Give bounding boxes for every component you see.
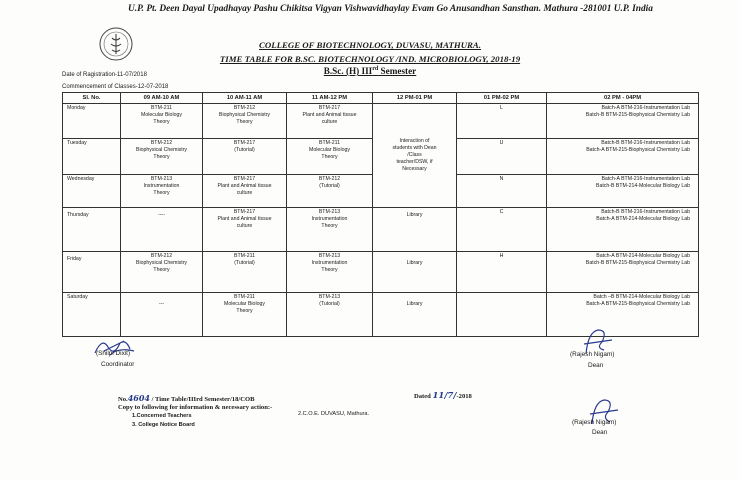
timetable: [62, 92, 699, 337]
lab-cell: Batch-A BTM-216-Instrumentation Lab Batch-B BTM-215-Biophysical Chemistry Lab: [547, 104, 699, 139]
copy-list-item: 3. College Notice Board: [132, 422, 195, 428]
copy-to-line: Copy to following for information & necessary action:-: [118, 404, 273, 411]
class-cell: BTM-217 (Tutorial): [203, 139, 287, 175]
day-cell: Friday: [63, 252, 121, 293]
class-cell: BTM-212 Biophysical Chemistry Theory: [203, 104, 287, 139]
table-header-row: [63, 93, 699, 104]
lab-cell: Batch-A BTM-214-Molecular Biology Lab Batch-B BTM-215-Biophysical Chemistry Lab: [547, 252, 699, 293]
college-title: COLLEGE OF BIOTECHNOLOGY, DUVASU, MATHURA.: [259, 40, 481, 50]
column-header: 10 AM-11 AM: [203, 93, 287, 104]
lunch-cell: L: [457, 104, 547, 139]
day-cell: Wednesday: [63, 175, 121, 208]
column-header: Sl. No.: [63, 93, 121, 104]
day-cell: Saturday: [63, 293, 121, 337]
copy-list-item: 2.C.O.E. DUVASU, Mathura.: [298, 411, 370, 417]
class-cell: BTM-211 (Tutorial): [203, 252, 287, 293]
handwritten-number: 4604: [127, 393, 150, 403]
class-cell: BTM-211 Molecular Biology Theory: [121, 104, 203, 139]
class-cell: BTM-213 (Tutorial): [287, 293, 373, 337]
university-header: U.P. Pt. Deen Dayal Upadhayay Pashu Chikitsa Vigyan Vishwavidhaylay Evam Go Anusandhan Sansthan. Mathura -281001 U.P. India: [128, 4, 653, 14]
lunch-cell: U: [457, 139, 547, 175]
class-cell: BTM-217 Plant and Animal tissue culture: [203, 175, 287, 208]
class-cell: BTM-217 Plant and Animal tissue culture: [287, 104, 373, 139]
class-cell: ----: [121, 208, 203, 252]
column-header: 11 AM-12 PM: [287, 93, 373, 104]
class-cell: BTM-213 Instrumentation Theory: [121, 175, 203, 208]
coordinator-name: (Shilpi Dixit): [96, 350, 131, 357]
table-row: [63, 104, 699, 139]
column-header: 02 PM - 04PM: [547, 93, 699, 104]
day-cell: Monday: [63, 104, 121, 139]
column-header: 09 AM-10 AM: [121, 93, 203, 104]
lab-cell: Batch –B BTM-214-Molecular Biology Lab Batch-A BTM-215-Biophysical Chemistry Lab: [547, 293, 699, 337]
lunch-cell: C: [457, 208, 547, 252]
reference-number: No.4604 / Time Table/IIIrd Semester/18/COB: [118, 393, 255, 403]
course-title: B.Sc. (H) IIIrd Semester: [323, 66, 417, 77]
lab-cell: Batch-B BTM-216-Instrumentation Lab Batch-A BTM-215-Biophysical Chemistry Lab: [547, 139, 699, 175]
dean-name: (Rajesh Nigam): [570, 351, 615, 358]
class-cell: BTM-213 Instrumentation Theory: [287, 252, 373, 293]
timetable-title: TIME TABLE FOR B.SC. BIOTECHNOLOGY /IND. MICROBIOLOGY, 2018-19: [219, 54, 521, 64]
lunch-cell: N: [457, 175, 547, 208]
registration-date: Date of Ragistration-11-07/2018: [62, 72, 147, 78]
class-cell: BTM-212 Biophysical Chemistry Theory: [121, 139, 203, 175]
library-cell: Library: [373, 293, 457, 337]
day-cell: Thursday: [63, 208, 121, 252]
class-cell: BTM-213 Instrumentation Theory: [287, 208, 373, 252]
lab-cell: Batch-B BTM-216-Instrumentation Lab Batch-A BTM-214-Molecular Biology Lab: [547, 208, 699, 252]
copy-list-item: 1.Concerned Teachers: [132, 413, 192, 419]
day-cell: Tuesday: [63, 139, 121, 175]
lab-cell: Batch-A BTM-216-Instrumentation Lab Batch-B BTM-214-Molecular Biology Lab: [547, 175, 699, 208]
library-cell: Library: [373, 208, 457, 252]
commencement-date: Commencement of Classes-12-07-2018: [62, 84, 169, 90]
library-cell: Library: [373, 252, 457, 293]
dean-name: (Rajesh Nigam): [572, 419, 617, 426]
lunch-cell: [457, 293, 547, 337]
coordinator-role: Coordinator: [101, 361, 135, 368]
class-cell: BTM-212 (Tutorial): [287, 175, 373, 208]
table-row: [63, 252, 699, 293]
class-cell: BTM-217 Plant and Animal tissue culture: [203, 208, 287, 252]
class-cell: ---: [121, 293, 203, 337]
lunch-cell: H: [457, 252, 547, 293]
handwritten-date: 11/7/: [432, 391, 457, 401]
interaction-cell: Interaction of students with Dean /Class teacher/DSW, if Necessary: [373, 104, 457, 208]
class-cell: BTM-211 Molecular Biology Theory: [287, 139, 373, 175]
dated-line: Dated 11/7/-2018: [414, 391, 472, 401]
dean-role: Dean: [592, 429, 608, 436]
class-cell: BTM-212 Biophysical Chemistry Theory: [121, 252, 203, 293]
table-row: [63, 208, 699, 252]
column-header: 01 PM-02 PM: [457, 93, 547, 104]
class-cell: BTM-211 Molecular Biology Theory: [203, 293, 287, 337]
column-header: 12 PM-01 PM: [373, 93, 457, 104]
dean-role: Dean: [588, 362, 604, 369]
